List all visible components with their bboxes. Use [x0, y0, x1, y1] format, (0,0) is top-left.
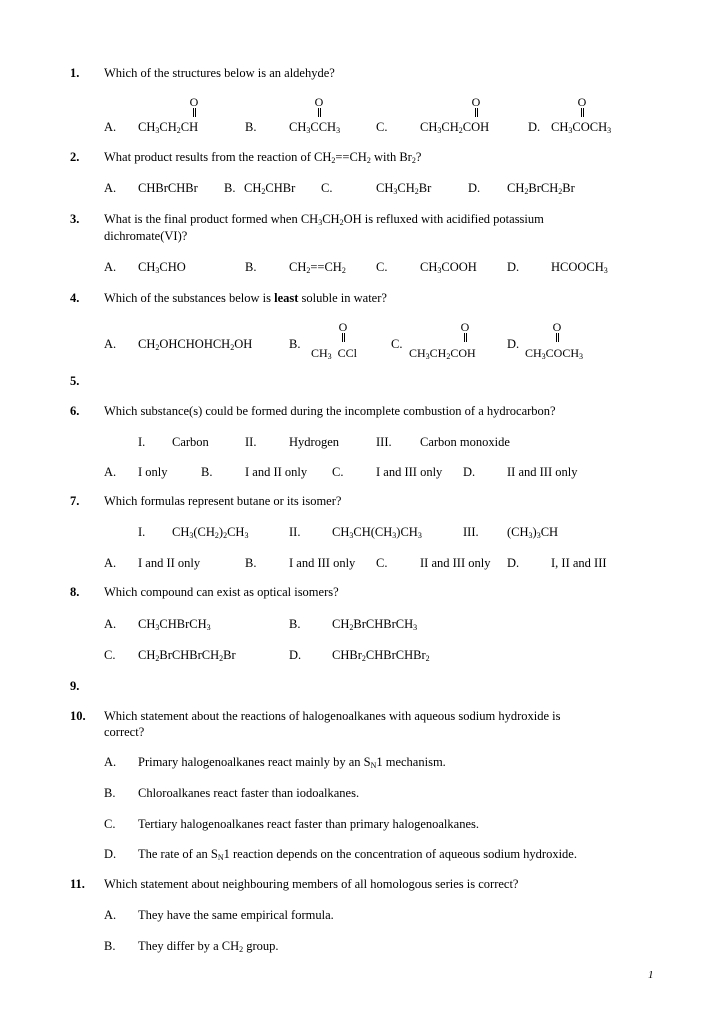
- question-number: 4.: [70, 291, 80, 305]
- oxygen-atom: O: [470, 96, 482, 117]
- roman-numeral: I.: [138, 435, 146, 449]
- option-letter: D.: [463, 465, 476, 479]
- option-letter: B.: [104, 786, 116, 800]
- item-text: $CH_3CH(CH_3)CH_3$: [332, 525, 422, 540]
- option-text: I and II only: [138, 556, 201, 570]
- option-letter: D.: [289, 648, 302, 662]
- item-text: Hydrogen: [289, 435, 339, 449]
- page-number: 1: [648, 969, 654, 981]
- question-number: 3.: [70, 212, 80, 226]
- option-letter: C.: [376, 260, 388, 274]
- oxygen-atom: O: [576, 96, 588, 117]
- question-text: Which compound can exist as optical isomers?: [104, 585, 339, 599]
- question-text: What is the final product formed when $CH_3CH_2OH$ is refluxed with acidified potassium: [104, 212, 544, 227]
- option-letter: C.: [391, 337, 403, 351]
- option-letter: A.: [104, 120, 117, 134]
- formula: $CH_2CHBr$: [244, 181, 296, 196]
- formula: $CH_3COCH_3$: [525, 346, 584, 361]
- question-text: dichromate(VI)?: [104, 229, 188, 243]
- option-text: I and III only: [289, 556, 356, 570]
- formula: $CH_3CH_2COH$: [409, 346, 476, 361]
- option-letter: C.: [332, 465, 344, 479]
- formula: $CH_2==CH_2$: [289, 260, 346, 275]
- option-letter: B.: [224, 181, 236, 195]
- question-text: Which formulas represent butane or its isomer?: [104, 494, 342, 508]
- question-number: 1.: [70, 66, 80, 80]
- oxygen-atom: O: [459, 321, 471, 342]
- formula: $HCOOCH_3$: [551, 260, 608, 275]
- oxygen-atom: O: [188, 96, 200, 117]
- formula: $CH_3CHBrCH_3$: [138, 617, 211, 632]
- formula: $CH_2BrCHBrCH_3$: [332, 617, 418, 632]
- option-letter: B.: [245, 260, 257, 274]
- oxygen-atom: O: [313, 96, 325, 117]
- formula: $CH_2BrCH_2Br$: [507, 181, 575, 196]
- option-text: They have the same empirical formula.: [138, 908, 334, 922]
- roman-numeral: III.: [463, 525, 479, 539]
- question-text: What product results from the reaction of $CH_2==CH_2$ with $Br_2$?: [104, 150, 422, 165]
- item-text: $(CH_3)_3CH$: [507, 525, 559, 540]
- formula: $CH_2BrCHBrCH_2Br$: [138, 648, 236, 663]
- formula: $CH_3$ CCl: [311, 346, 358, 361]
- option-letter: A.: [104, 556, 117, 570]
- question-number: 11.: [70, 877, 85, 891]
- question-number: 10.: [70, 709, 86, 723]
- formula: CHBr$_2$CHBrCHBr$_2$: [332, 648, 430, 663]
- formula: $CH_3CH_2COH$: [420, 120, 490, 135]
- option-text: Chloroalkanes react faster than iodoalkanes.: [138, 786, 360, 800]
- roman-numeral: II.: [245, 435, 257, 449]
- option-letter: A.: [104, 260, 117, 274]
- option-letter: B.: [289, 617, 301, 631]
- roman-numeral: III.: [376, 435, 392, 449]
- option-letter: C.: [321, 181, 333, 195]
- formula: $CH_3CH_2CH$: [138, 120, 199, 135]
- roman-numeral: I.: [138, 525, 146, 539]
- formula: $CH_3COOH$: [420, 260, 477, 275]
- question-number: 9.: [70, 679, 80, 693]
- option-letter: C.: [376, 556, 388, 570]
- option-letter: D.: [507, 260, 520, 274]
- formula: $CH_3CH_2Br$: [376, 181, 432, 196]
- question-text: Which statement about neighbouring members of all homologous series is correct?: [104, 877, 519, 891]
- option-letter: D.: [104, 847, 117, 861]
- option-letter: D.: [507, 337, 520, 351]
- option-text: Tertiary halogenoalkanes react faster than primary halogenoalkanes.: [138, 817, 479, 831]
- option-text: I and III only: [376, 465, 443, 479]
- option-letter: B.: [245, 120, 257, 134]
- option-letter: B.: [289, 337, 301, 351]
- option-letter: A.: [104, 181, 117, 195]
- question-text: correct?: [104, 725, 145, 739]
- option-letter: D.: [468, 181, 481, 195]
- item-text: $CH_3(CH_2)_2CH_3$: [172, 525, 249, 540]
- question-number: 7.: [70, 494, 80, 508]
- option-letter: A.: [104, 755, 117, 769]
- question-text: Which of the structures below is an aldehyde?: [104, 66, 335, 80]
- formula: $CH_3COCH_3$: [551, 120, 612, 135]
- option-text: II and III only: [507, 465, 578, 479]
- option-letter: D.: [528, 120, 541, 134]
- question-text: Which of the substances below is least soluble in water?: [104, 291, 387, 305]
- option-text: I, II and III: [551, 556, 607, 570]
- question-text: Which statement about the reactions of halogenoalkanes with aqueous sodium hydroxide is: [104, 709, 561, 723]
- formula: CHBrCHBr: [138, 181, 198, 195]
- formula: $CH_2OHCHOHCH_2OH$: [138, 337, 253, 352]
- question-number: 6.: [70, 404, 80, 418]
- option-text: I and II only: [245, 465, 308, 479]
- option-letter: A.: [104, 337, 117, 351]
- option-text: I only: [138, 465, 168, 479]
- roman-numeral: II.: [289, 525, 301, 539]
- option-letter: B.: [245, 556, 257, 570]
- question-text: Which substance(s) could be formed during the incomplete combustion of a hydrocarbon?: [104, 404, 556, 418]
- option-text: II and III only: [420, 556, 491, 570]
- item-text: Carbon: [172, 435, 209, 449]
- oxygen-atom: O: [551, 321, 563, 342]
- option-text: The rate of an $S_N1$ reaction depends on the concentration of aqueous sodium hydroxide.: [138, 847, 577, 862]
- option-text: Primary halogenoalkanes react mainly by an $S_N1$ mechanism.: [138, 755, 446, 770]
- option-letter: A.: [104, 617, 117, 631]
- question-number: 2.: [70, 150, 80, 164]
- option-letter: D.: [507, 556, 520, 570]
- option-letter: C.: [104, 648, 116, 662]
- option-letter: B.: [201, 465, 213, 479]
- oxygen-atom: O: [337, 321, 349, 342]
- option-letter: C.: [104, 817, 116, 831]
- question-number: 8.: [70, 585, 80, 599]
- option-letter: A.: [104, 908, 117, 922]
- question-number: 5.: [70, 374, 80, 388]
- option-letter: C.: [376, 120, 388, 134]
- formula: $CH_3CCH_3$: [289, 120, 341, 135]
- option-letter: B.: [104, 939, 116, 953]
- item-text: Carbon monoxide: [420, 435, 510, 449]
- formula: $CH_3CHO$: [138, 260, 186, 275]
- option-letter: A.: [104, 465, 117, 479]
- option-text: They differ by a $CH_2$ group.: [138, 939, 279, 954]
